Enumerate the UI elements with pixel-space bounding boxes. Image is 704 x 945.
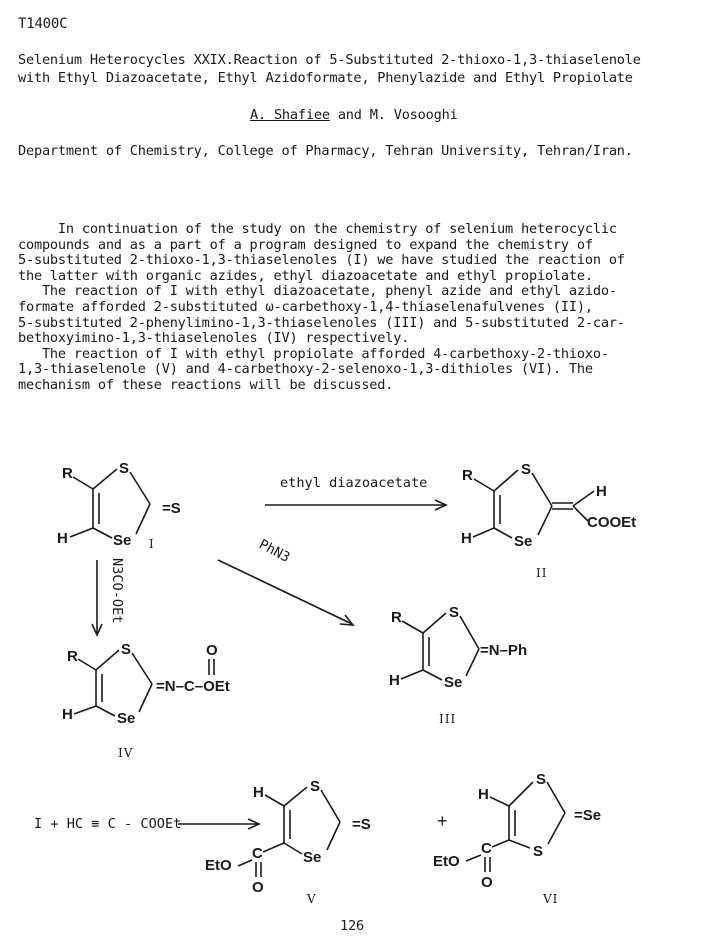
atom-S: S xyxy=(121,641,132,658)
author-1: A. Shafiee xyxy=(250,107,330,123)
bond xyxy=(401,670,423,679)
compound-VI xyxy=(433,771,601,906)
bond xyxy=(78,659,96,670)
label-IV: IV xyxy=(118,746,134,760)
bond xyxy=(139,684,152,712)
abstract-line: The reaction of I with ethyl propiolate afforded 4-carbethoxy-2-thioxo- xyxy=(18,345,609,362)
bond xyxy=(136,504,150,534)
atom-S: S xyxy=(536,771,547,788)
atom-EtO: EtO xyxy=(205,857,232,874)
atom-H: H xyxy=(57,530,68,547)
atom-O: O xyxy=(481,874,493,891)
label-I: I xyxy=(149,537,155,551)
bond xyxy=(473,528,494,537)
label-V: V xyxy=(307,892,317,906)
bond xyxy=(96,706,115,716)
bond xyxy=(74,706,96,714)
propiolate-equation: I + HC ≡ C - COOEt xyxy=(34,816,182,832)
bond xyxy=(547,782,565,813)
bond xyxy=(573,491,594,506)
bond xyxy=(466,649,479,676)
bond xyxy=(238,860,252,866)
atom-eqS: =S xyxy=(352,816,371,833)
atom-Se: Se xyxy=(113,532,132,549)
bond xyxy=(284,843,302,854)
abstract-line: 1,3-thiaselenole (V) and 4-carbethoxy-2-selenoxo-1,3-dithioles (VI). The xyxy=(18,361,593,378)
atom-H: H xyxy=(253,784,264,801)
abstract-line: 5-substituted 2-thioxo-1,3-thiaselenoles (I) we have studied the reaction of xyxy=(18,252,625,269)
atom-Se: Se xyxy=(444,674,463,691)
bond xyxy=(93,469,117,489)
abstract-line: The reaction of I with ethyl diazoacetate, phenyl azide and ethyl azido- xyxy=(18,283,617,300)
bond xyxy=(402,621,423,633)
page-number: 126 xyxy=(340,918,364,934)
author-2: M. Vosooghi xyxy=(369,107,458,123)
atom-R: R xyxy=(67,648,78,665)
bond xyxy=(509,840,530,848)
bond xyxy=(423,670,442,680)
bond xyxy=(423,613,446,633)
bond xyxy=(321,790,340,822)
atom-Se: Se xyxy=(303,849,322,866)
abstract-line: the latter with organic azides, ethyl diazoacetate and ethyl propiolate. xyxy=(18,267,593,284)
bond xyxy=(538,506,552,535)
atom-R: R xyxy=(391,609,402,626)
compound-V xyxy=(205,778,371,906)
bond xyxy=(96,650,119,670)
bond xyxy=(548,813,565,844)
compound-I xyxy=(57,460,181,551)
reaction-arrow-to-III xyxy=(218,560,352,624)
plus-sign: + xyxy=(437,811,448,831)
atom-R: R xyxy=(62,465,73,482)
bond xyxy=(474,479,494,491)
bond xyxy=(460,616,479,649)
affiliation: Department of Chemistry, College of Pharmacy, Tehran University, Tehran/Iran. xyxy=(18,143,633,159)
atom-Se: Se xyxy=(117,710,136,727)
atom-H: H xyxy=(478,786,489,803)
bond xyxy=(132,653,152,684)
atom-S: S xyxy=(533,843,544,860)
author-separator: and xyxy=(329,107,370,123)
abstract-line: compounds and as a part of a program designed to expand the chemistry of xyxy=(18,236,593,253)
atom-eqSe: =Se xyxy=(574,807,602,824)
bond xyxy=(327,822,340,850)
bond xyxy=(130,472,150,504)
bond xyxy=(284,787,307,806)
atom-C: C xyxy=(252,845,263,862)
compound-IV xyxy=(62,641,230,760)
bond xyxy=(532,473,552,506)
title-line-2: with Ethyl Diazoacetate, Ethyl Azidoformate, Phenylazide and Ethyl Propiolate xyxy=(18,70,633,86)
compound-II xyxy=(461,461,636,580)
abstract-line: formate afforded 2-substituted ω-carbethoxy-1,4-thiaselenafulvenes (II), xyxy=(18,298,593,315)
atom-R: R xyxy=(462,467,473,484)
label-VI: VI xyxy=(543,892,559,906)
bond xyxy=(490,797,509,806)
bond xyxy=(466,855,481,861)
bond xyxy=(70,528,93,537)
bond xyxy=(494,528,512,538)
atom-H: H xyxy=(596,483,607,500)
atom-NPh: =N–Ph xyxy=(480,642,528,659)
reagent-n3cooet: N3CO-OEt xyxy=(109,558,125,624)
abstract-line: 5-substituted 2-phenylimino-1,3-thiaselenoles (III) and 5-substituted 2-car- xyxy=(18,314,625,331)
bond xyxy=(265,795,284,806)
bond xyxy=(573,506,588,521)
reagent-phn3: PhN3 xyxy=(256,536,293,566)
label-II: II xyxy=(536,566,548,580)
atom-H: H xyxy=(461,530,472,547)
atom-EtO: EtO xyxy=(433,853,460,870)
atom-S: S xyxy=(449,604,460,621)
atom-eqS: =S xyxy=(162,500,181,517)
atom-S: S xyxy=(521,461,532,478)
atom-H: H xyxy=(62,706,73,723)
bond xyxy=(93,528,112,538)
atom-NCOEt: =N–C–OEt xyxy=(156,678,230,695)
atom-Se: Se xyxy=(514,533,533,550)
atom-O: O xyxy=(252,879,264,896)
atom-S: S xyxy=(310,778,321,795)
atom-H: H xyxy=(389,672,400,689)
atom-S: S xyxy=(119,460,130,477)
abstract-line: bethoxyimino-1,3-thiaselenoles (IV) respectively. xyxy=(18,330,410,347)
title-line-1: Selenium Heterocycles XXIX.Reaction of 5-Substituted 2-thioxo-1,3-thiaselenole xyxy=(18,52,641,68)
bond xyxy=(73,477,93,489)
abstract-code: T1400C xyxy=(18,16,68,32)
bond xyxy=(263,843,284,852)
bond xyxy=(494,470,518,491)
label-III: III xyxy=(439,712,457,726)
atom-C: C xyxy=(481,840,492,857)
atom-O: O xyxy=(206,642,218,659)
abstract-line: In continuation of the study on the chemistry of selenium heterocyclic xyxy=(18,221,617,237)
bond xyxy=(509,782,533,806)
compound-III xyxy=(389,604,527,726)
reagent-ethyl-diazoacetate: ethyl diazoacetate xyxy=(280,475,428,491)
atom-COOEt: COOEt xyxy=(587,514,637,531)
abstract-line: mechanism of these reactions will be discussed. xyxy=(18,376,394,393)
bond xyxy=(492,840,509,847)
